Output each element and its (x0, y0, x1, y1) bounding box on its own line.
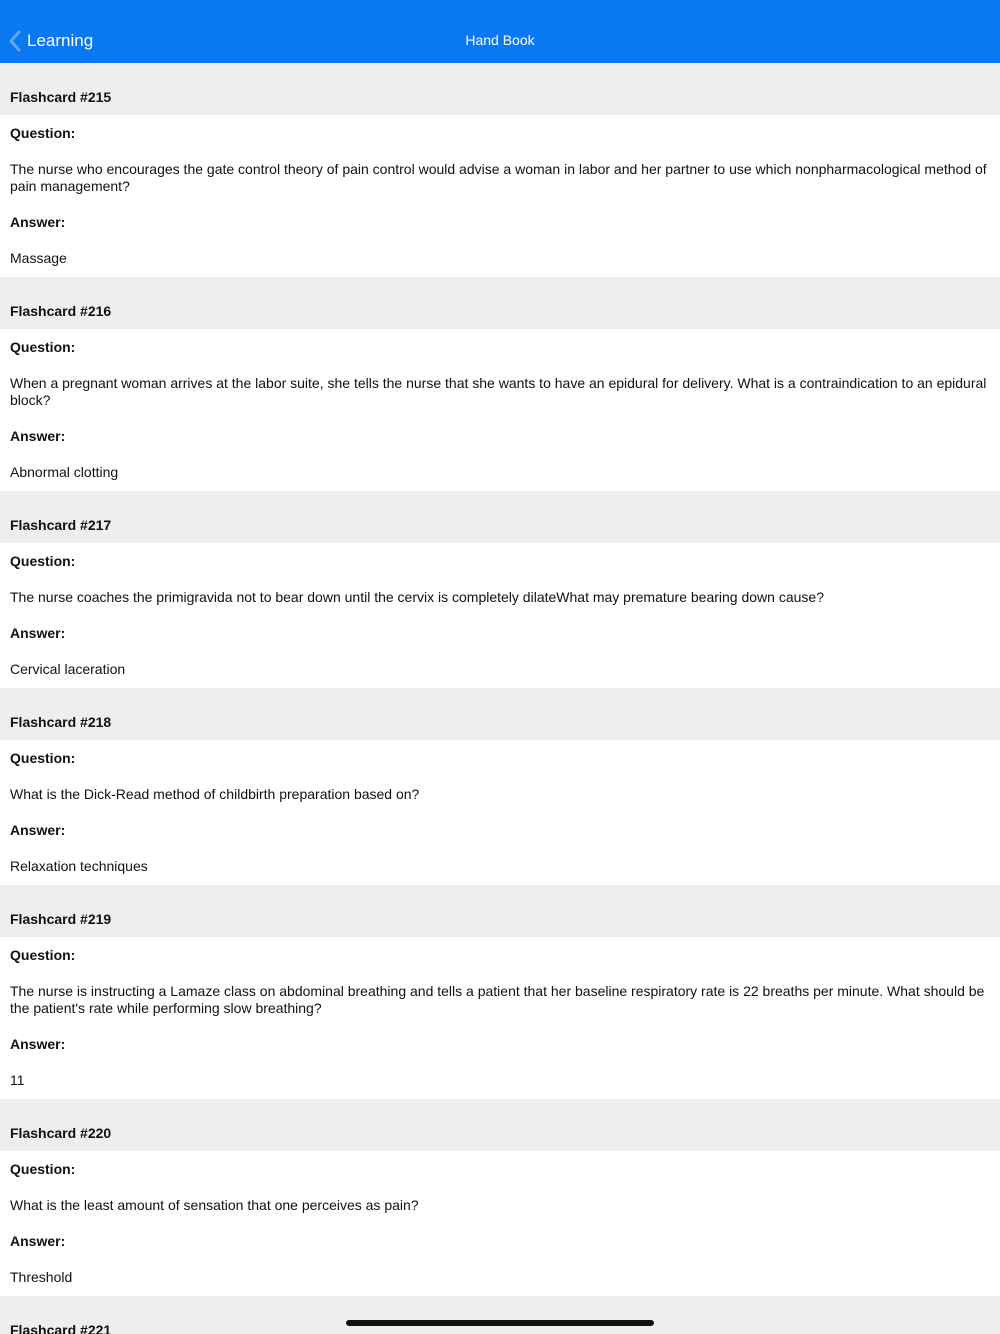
flashcard-title: Flashcard #219 (0, 885, 1000, 937)
flashcard (0, 885, 1000, 1099)
question-label: Question: (10, 1161, 76, 1177)
flashcard-body (0, 1151, 1000, 1296)
flashcard-body (0, 115, 1000, 277)
answer-label: Answer: (10, 625, 66, 641)
flashcard (0, 491, 1000, 688)
answer-text: Relaxation techniques (10, 858, 148, 874)
flashcard (0, 1296, 1000, 1334)
question-label: Question: (10, 125, 76, 141)
answer-text: Cervical laceration (10, 661, 126, 677)
home-indicator[interactable] (346, 1320, 654, 1326)
question-label: Question: (10, 339, 76, 355)
question-text: What is the least amount of sensation that one perceives as pain? (10, 1197, 419, 1213)
flashcard-list[interactable] (0, 63, 1000, 1334)
flashcard-body (0, 740, 1000, 885)
answer-label: Answer: (10, 1036, 66, 1052)
question-label: Question: (10, 750, 76, 766)
back-button-label: Learning (27, 31, 94, 50)
flashcard-body (0, 937, 1000, 1099)
question-text: The nurse who encourages the gate control theory of pain control would advise a woman in labor and her partner to use which nonpharmacological method of pain management? (10, 161, 987, 194)
flashcard-title: Flashcard #220 (0, 1099, 1000, 1151)
navigation-bar (0, 0, 1000, 63)
answer-label: Answer: (10, 214, 66, 230)
flashcard-title: Flashcard #215 (0, 63, 1000, 115)
flashcard-body (0, 329, 1000, 491)
page-title: Hand Book (465, 32, 535, 48)
answer-label: Answer: (10, 1233, 66, 1249)
question-label: Question: (10, 947, 76, 963)
answer-text: Massage (10, 250, 67, 266)
question-text: When a pregnant woman arrives at the labor suite, she tells the nurse that she wants to have an epidural for delivery. What is a contraindication to an epidural block? (10, 375, 987, 408)
question-label: Question: (10, 553, 76, 569)
question-text: The nurse is instructing a Lamaze class on abdominal breathing and tells a patient that her baseline respiratory rate is 22 breaths per minute. What should be the patient's rate while performing slow breathing? (10, 983, 985, 1016)
flashcard-title: Flashcard #218 (0, 688, 1000, 740)
flashcard-title: Flashcard #216 (0, 277, 1000, 329)
answer-label: Answer: (10, 822, 66, 838)
answer-text: Abnormal clotting (10, 464, 119, 480)
flashcard (0, 1099, 1000, 1296)
flashcard-body (0, 543, 1000, 688)
flashcard-title: Flashcard #217 (0, 491, 1000, 543)
answer-label: Answer: (10, 428, 66, 444)
flashcard (0, 277, 1000, 491)
answer-text: 11 (10, 1072, 25, 1088)
flashcard (0, 688, 1000, 885)
question-text: What is the Dick-Read method of childbirth preparation based on? (10, 786, 420, 802)
answer-text: Threshold (10, 1269, 73, 1285)
flashcard-title: Flashcard #221 (0, 1296, 1000, 1334)
question-text: The nurse coaches the primigravida not to bear down until the cervix is completely dilateWhat may premature bearing down cause? (10, 589, 824, 605)
flashcard (0, 63, 1000, 277)
